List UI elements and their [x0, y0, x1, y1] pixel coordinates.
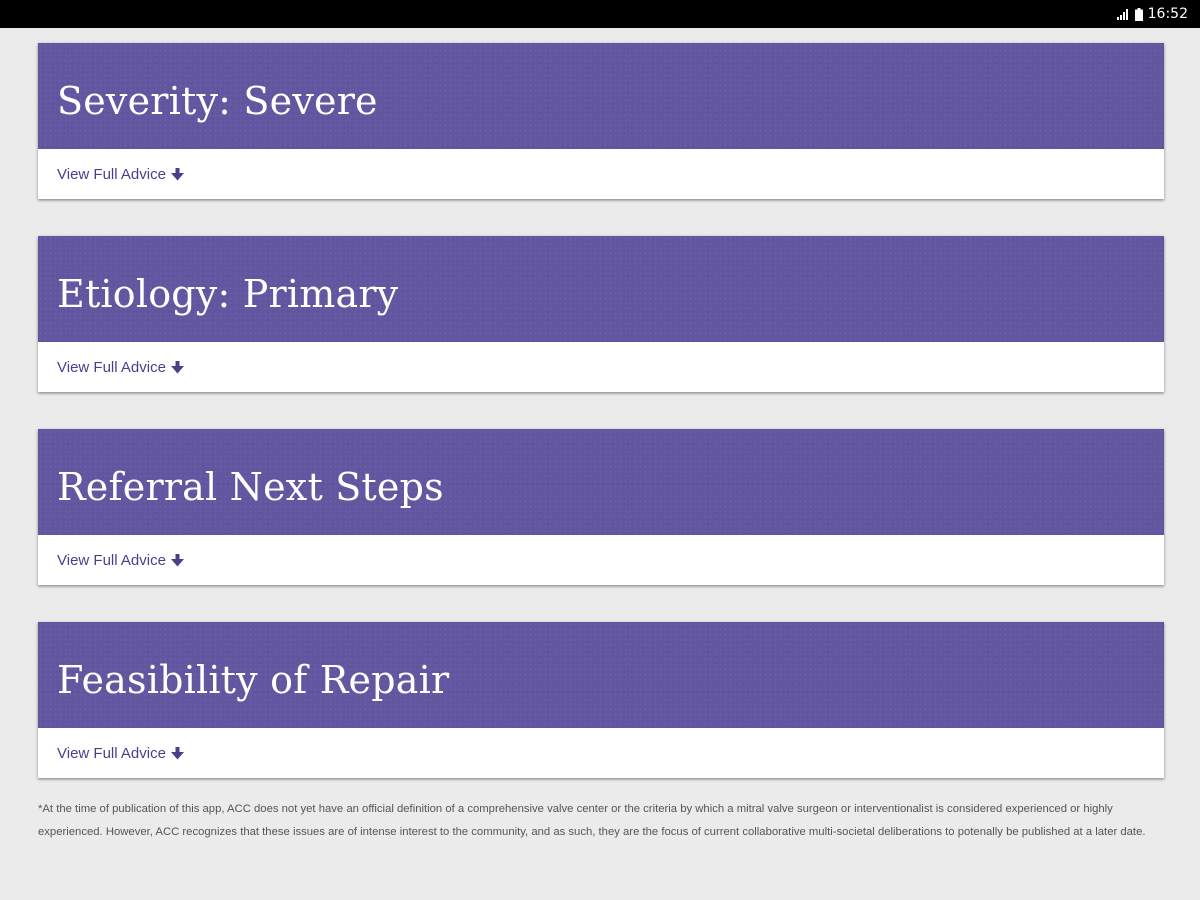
card-header[interactable] — [38, 622, 1164, 728]
arrow-down-icon — [171, 554, 184, 567]
view-full-advice-label: View Full Advice — [57, 551, 166, 569]
advice-card-referral — [38, 429, 1164, 585]
card-title: Feasibility of Repair — [57, 658, 450, 702]
signal-icon — [1117, 9, 1130, 20]
advice-card-list — [38, 43, 1164, 815]
advice-card-severity — [38, 43, 1164, 199]
view-full-advice-label: View Full Advice — [57, 358, 166, 376]
view-full-advice-link[interactable] — [57, 552, 184, 569]
view-full-advice-label: View Full Advice — [57, 744, 166, 762]
card-title: Etiology: Primary — [57, 272, 399, 316]
arrow-down-icon — [171, 361, 184, 374]
status-time: 16:52 — [1147, 6, 1188, 22]
status-bar — [0, 0, 1200, 28]
footnote: *At the time of publication of this app, ACC does not yet have an official definition of a comprehensive valve center or the criteria by which a mitral valve surgeon or interventionalist is considered experienced or highly experienced. However, ACC recognizes that these issues are of intense interest to the community, and as such, they are the focus of current collaborative multi-societal deliberations to potenally be published at a later date. — [38, 803, 1146, 838]
card-title: Referral Next Steps — [57, 465, 444, 509]
view-full-advice-link[interactable] — [57, 745, 184, 762]
card-header[interactable] — [38, 236, 1164, 342]
card-footer — [38, 535, 1164, 585]
card-footer — [38, 342, 1164, 392]
card-footer — [38, 149, 1164, 199]
view-full-advice-link[interactable] — [57, 166, 184, 183]
view-full-advice-label: View Full Advice — [57, 165, 166, 183]
card-footer — [38, 728, 1164, 778]
card-header[interactable] — [38, 429, 1164, 535]
advice-card-etiology — [38, 236, 1164, 392]
arrow-down-icon — [171, 168, 184, 181]
card-title: Severity: Severe — [57, 79, 378, 123]
view-full-advice-link[interactable] — [57, 359, 184, 376]
arrow-down-icon — [171, 747, 184, 760]
battery-icon — [1135, 8, 1143, 21]
advice-card-feasibility — [38, 622, 1164, 778]
card-header[interactable] — [38, 43, 1164, 149]
status-indicators — [1117, 0, 1188, 28]
